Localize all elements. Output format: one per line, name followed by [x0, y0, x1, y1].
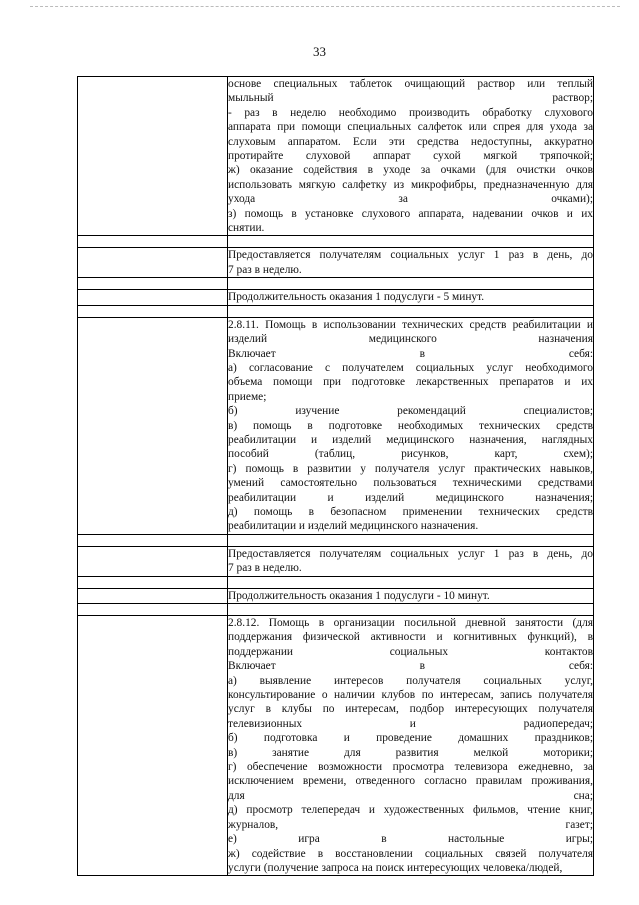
- scan-edge-line: [30, 6, 620, 7]
- gap-cell-right: [228, 305, 594, 317]
- text-line: Продолжительность оказания 1 подуслуги - 5 минут.: [228, 291, 485, 304]
- table-row: [78, 616, 594, 876]
- row-gap: [78, 305, 594, 317]
- page-number: 33: [313, 44, 326, 59]
- table-row: [78, 546, 594, 576]
- gap-cell-right: [228, 534, 594, 546]
- table-row: [78, 290, 594, 305]
- text-line: основе специальных таблеток очищающий раствор или теплый: [228, 78, 593, 90]
- text-line: 7 раз в неделю.: [228, 562, 302, 575]
- text-line: умений самостоятельно пользоваться техническими средствами: [228, 477, 593, 490]
- text-cell: [228, 77, 594, 236]
- gap-cell-right: [228, 278, 594, 290]
- text-line: Предоставляется получателям социальных услуг 1 раз в день, до: [228, 547, 593, 560]
- text-line: в) занятие для развития мелкой моторики;: [228, 746, 593, 759]
- text-line: Предоставляется получателям социальных услуг 1 раз в день, до: [228, 249, 593, 262]
- text-line: услуг в клубы по интересам, подбор интересующих получателя: [228, 703, 593, 716]
- left-cell: [78, 317, 228, 534]
- text-line: Включает в себя:: [228, 660, 593, 673]
- left-cell: [78, 546, 228, 576]
- text-line: е) игра в настольные игры;: [228, 833, 593, 846]
- text-line: реабилитации и изделий медицинского назначения;: [228, 491, 593, 504]
- gap-cell-left: [78, 236, 228, 248]
- text-line: исключением времени, отведенного согласно правилам проживания,: [228, 775, 593, 788]
- text-line: д) просмотр телепередач и художественных фильмов, чтение книг,: [228, 804, 593, 817]
- text-line: пособий (таблиц, рисунков, карт, схем);: [228, 448, 593, 461]
- text-line: б) подготовка и проведение домашних праздников;: [228, 732, 593, 745]
- text-line: ж) оказание содействия в уходе за очками (для очистки очков: [228, 164, 593, 177]
- table-row: [78, 248, 594, 278]
- text-line: объема помощи при подготовке лекарственных препаратов и их: [228, 376, 593, 389]
- text-line: телевизионных и радиопередач;: [228, 717, 593, 730]
- text-line: - раз в неделю необходимо производить обработку слухового: [228, 106, 593, 119]
- text-line: слуховым аппаратом. Если эти средства недоступны, аккуратно: [228, 135, 593, 148]
- left-cell: [78, 248, 228, 278]
- gap-cell-left: [78, 604, 228, 616]
- row-gap: [78, 278, 594, 290]
- table-row: [78, 317, 594, 534]
- text-line: поддержании социальных контактов: [228, 645, 593, 658]
- text-line: реабилитации и изделий медицинского назначения.: [228, 520, 479, 533]
- text-line: приеме;: [228, 390, 267, 403]
- gap-cell-left: [78, 305, 228, 317]
- text-cell: [228, 546, 594, 576]
- table-row: [78, 588, 594, 603]
- gap-cell-right: [228, 604, 594, 616]
- text-line: б) изучение рекомендаций специалистов;: [228, 405, 593, 418]
- text-line: г) помощь в развитии у получателя услуг практических навыков,: [228, 462, 593, 475]
- services-table: [77, 76, 594, 876]
- row-gap: [78, 236, 594, 248]
- left-cell: [78, 588, 228, 603]
- gap-cell-right: [228, 576, 594, 588]
- text-line: ухода за очками);: [228, 193, 593, 206]
- left-cell: [78, 616, 228, 876]
- text-line: мыльный раствор;: [228, 92, 593, 105]
- text-line: консультирование о наличии клубов по интересам, запись получателя: [228, 689, 593, 702]
- left-cell: [78, 290, 228, 305]
- text-line: для сна;: [228, 789, 593, 802]
- gap-cell-left: [78, 534, 228, 546]
- text-line: реабилитации и изделий медицинского назначения, наглядных: [228, 433, 593, 446]
- text-cell: [228, 317, 594, 534]
- text-line: Включает в себя:: [228, 347, 593, 360]
- gap-cell-left: [78, 576, 228, 588]
- text-line: а) согласование с получателем социальных услуг необходимого: [228, 361, 593, 374]
- text-line: журналов, газет;: [228, 818, 593, 831]
- text-line: изделий медицинского назначения: [228, 333, 593, 346]
- text-line: поддержания физической активности и когнитивных функций), в: [228, 631, 593, 644]
- text-line: з) помощь в установке слухового аппарата, надевании очков и их: [228, 207, 593, 220]
- gap-cell-right: [228, 236, 594, 248]
- text-cell: [228, 588, 594, 603]
- text-line: аппарата при помощи специальных салфеток или спрея для ухода за: [228, 121, 593, 134]
- text-line: Продолжительность оказания 1 подуслуги - 10 минут.: [228, 589, 490, 602]
- text-line: г) обеспечение возможности просмотра телевизора ежедневно, за: [228, 761, 593, 774]
- text-cell: [228, 616, 594, 876]
- text-line: протирайте слуховой аппарат сухой мягкой тряпочкой;: [228, 150, 593, 163]
- left-cell: [78, 77, 228, 236]
- table-row: [78, 77, 594, 236]
- row-gap: [78, 576, 594, 588]
- row-gap: [78, 604, 594, 616]
- text-line: а) выявление интересов получателя социальных услуг,: [228, 674, 593, 687]
- text-line: снятии.: [228, 222, 265, 235]
- text-line: д) помощь в безопасном применении технических средств: [228, 505, 593, 518]
- row-gap: [78, 534, 594, 546]
- text-cell: [228, 248, 594, 278]
- text-line: 2.8.11. Помощь в использовании технических средств реабилитации и: [228, 318, 593, 331]
- text-line: 7 раз в неделю.: [228, 263, 302, 276]
- text-line: в) помощь в подготовке необходимых технических средств: [228, 419, 593, 432]
- text-cell: [228, 290, 594, 305]
- text-line: услуги (получение запроса на поиск интересующих человека/людей,: [228, 861, 563, 874]
- gap-cell-left: [78, 278, 228, 290]
- text-line: 2.8.12. Помощь в организации посильной дневной занятости (для: [228, 617, 593, 629]
- text-line: ж) содействие в восстановлении социальных связей получателя: [228, 847, 593, 860]
- text-line: использовать мягкую салфетку из микрофибры, предназначенную для: [228, 178, 593, 191]
